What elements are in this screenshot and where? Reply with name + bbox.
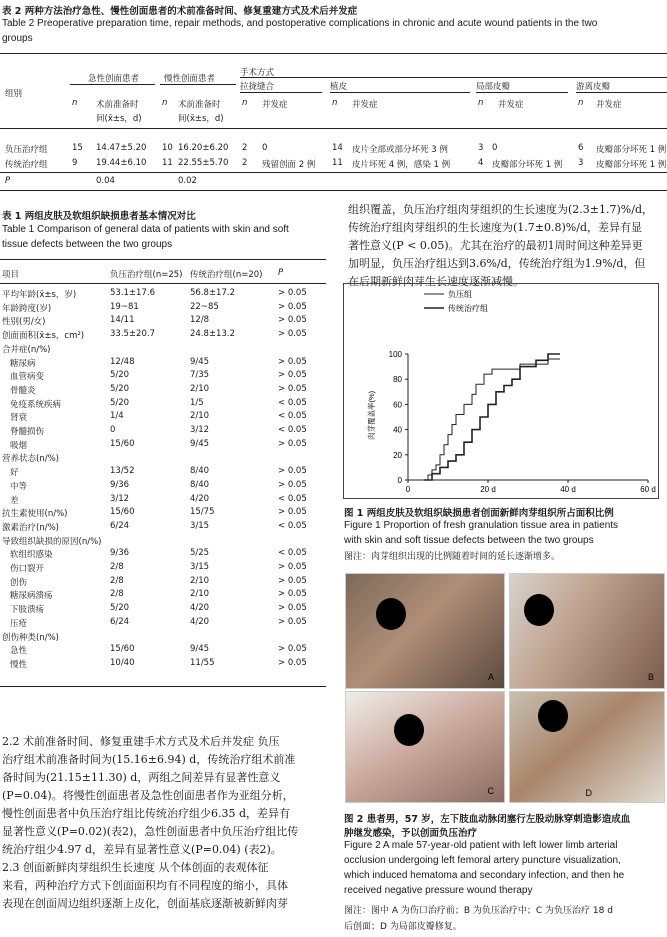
table-cell: 5/20 bbox=[110, 370, 130, 381]
table-cell: 中等 bbox=[10, 481, 28, 492]
table-cell: < 0.05 bbox=[278, 493, 307, 504]
chart-legend bbox=[424, 289, 488, 313]
figure2-note-1: 图注：图中 A 为伤口治疗前；B 为负压治疗中；C 为负压治疗 18 d bbox=[344, 906, 613, 916]
table-cell: 2/10 bbox=[190, 589, 210, 600]
y-tick-label: 60 bbox=[393, 400, 402, 410]
photo-c bbox=[345, 691, 505, 803]
table-cell: 11/55 bbox=[190, 657, 215, 668]
table-cell: 创伤种类(n/%) bbox=[2, 632, 59, 643]
table-row bbox=[0, 315, 326, 329]
table-cell: 5/20 bbox=[110, 603, 130, 614]
table-row bbox=[0, 370, 326, 384]
text-line: 统治疗组少4.97 d，差异有显著性意义(P=0.04) (表2)。 bbox=[2, 843, 282, 856]
table2-acute-header: 急性创面患者 bbox=[88, 74, 140, 84]
table2-n-c: n bbox=[162, 98, 168, 108]
table2-cell: 皮瓣部分坏死 1 例 bbox=[596, 145, 667, 155]
table2-title-en-1: Table 2 Preoperative preparation time, repair methods, and postoperative complications in chronic and acute wound patients in the two bbox=[2, 18, 598, 29]
left-body-text bbox=[2, 733, 328, 913]
table-row bbox=[0, 466, 326, 480]
table-row bbox=[0, 329, 326, 343]
table-cell: 3/15 bbox=[190, 520, 210, 531]
face-mask bbox=[376, 598, 406, 630]
table2-cell: 3 bbox=[578, 158, 584, 168]
photo-label-d: D bbox=[585, 788, 592, 798]
table-cell: 肾衰 bbox=[10, 413, 28, 424]
table2-prep-c2: 间(x̄±s，d) bbox=[178, 114, 224, 124]
table-cell: 2/8 bbox=[110, 562, 124, 572]
table-cell: > 0.05 bbox=[278, 438, 307, 449]
figure2-caption-en-1: Figure 2 A male 57-year-old patient with left lower limb arterial bbox=[344, 840, 618, 851]
photo-label-b: B bbox=[647, 672, 654, 682]
table-cell: 2/8 bbox=[110, 589, 124, 600]
table2-cell: 传统治疗组 bbox=[5, 160, 48, 170]
table-row bbox=[0, 302, 326, 316]
text-line: 加明显，负压治疗组达到3.6%/d，传统治疗组为1.9%/d，但 bbox=[348, 257, 646, 270]
table-cell: 血管病变 bbox=[10, 372, 45, 383]
table2-method3: 局部皮瓣 bbox=[476, 82, 511, 92]
table-cell: 6/24 bbox=[110, 520, 130, 531]
table-cell: > 0.05 bbox=[278, 589, 307, 600]
table1-col-trad: 传统治疗组(n=20) bbox=[190, 270, 263, 280]
figure1-caption-en-1: Figure 1 Proportion of fresh granulation tissue area in patients bbox=[344, 520, 619, 531]
text-line: 2.2 术前准备时间、修复重建手术方式及术后并发症 负压 bbox=[2, 735, 280, 748]
face-mask bbox=[524, 594, 554, 626]
table-cell: 19~81 bbox=[110, 301, 139, 312]
text-line: (P=0.04)。将慢性创面患者及急性创面患者作为亚组分析， bbox=[2, 789, 294, 802]
table-cell: 糖尿病溃疡 bbox=[10, 591, 53, 602]
table2-title-cn: 表 2 两种方法治疗急性、慢性创面患者的术前准备时间、修复重建方式及术后并发症 bbox=[2, 6, 358, 17]
table-row bbox=[0, 658, 326, 672]
table-cell: 15/60 bbox=[110, 644, 135, 655]
table2-cell: 11 bbox=[162, 158, 173, 168]
table-cell: 8/40 bbox=[190, 479, 210, 490]
table-cell: 1/4 bbox=[110, 411, 124, 422]
figure1-chart bbox=[344, 284, 658, 498]
table1-bottom-rule bbox=[0, 686, 326, 687]
table-row bbox=[0, 384, 326, 398]
table-row bbox=[0, 562, 326, 576]
figure2-caption-en-2: occlusion undergoing left femoral artery puncture visualization, bbox=[344, 855, 621, 866]
table-cell: 5/20 bbox=[110, 383, 130, 394]
table-cell: 9/36 bbox=[110, 479, 130, 490]
table-cell: 9/45 bbox=[190, 356, 210, 367]
table-cell: 0 bbox=[110, 425, 116, 435]
table-cell: 抗生素使用(n/%) bbox=[2, 509, 68, 520]
table1-top-rule bbox=[0, 259, 326, 260]
chart-series bbox=[424, 354, 560, 480]
table-row bbox=[0, 288, 326, 302]
table-cell: > 0.05 bbox=[278, 479, 307, 490]
table2-prep-a2: 间(x̄±s，d) bbox=[96, 114, 142, 124]
table2-cell: 0 bbox=[492, 143, 498, 153]
table-row bbox=[0, 644, 326, 658]
table-cell: > 0.05 bbox=[278, 370, 307, 381]
table-cell: 4/20 bbox=[190, 616, 210, 627]
table2-cell: 10 bbox=[162, 143, 173, 153]
table-cell: < 0.05 bbox=[278, 548, 307, 559]
table2-acute-rule bbox=[70, 84, 155, 85]
table-cell: 导致组织缺损的原因(n/%) bbox=[2, 536, 102, 547]
table2-m2-rule bbox=[330, 92, 470, 93]
table2-m3-rule bbox=[476, 92, 568, 93]
table2-group-header: 组别 bbox=[5, 89, 23, 99]
table-cell: 激素治疗(n/%) bbox=[2, 522, 59, 533]
table2-p-acute: 0.04 bbox=[96, 176, 115, 186]
table-cell: > 0.05 bbox=[278, 507, 307, 518]
table-cell: 压疮 bbox=[10, 618, 28, 629]
table-cell: 4/20 bbox=[190, 603, 210, 614]
table-cell: 脊髓损伤 bbox=[10, 427, 45, 437]
table1-title-en-1: Table 1 Comparison of general data of patients with skin and soft bbox=[2, 224, 289, 235]
table2-m1-rule bbox=[240, 92, 322, 93]
table2-cell: 残留创面 2 例 bbox=[262, 160, 316, 170]
table-row bbox=[0, 589, 326, 603]
table2-comp-m1: 并发症 bbox=[262, 100, 288, 110]
table-cell: 3/12 bbox=[110, 493, 130, 504]
figure1-caption-cn: 图 1 两组皮肤及软组织缺损患者创面新鲜肉芽组织所占面积比例 bbox=[344, 508, 614, 519]
table2-n-m2: n bbox=[332, 98, 338, 108]
table-cell: 1/5 bbox=[190, 397, 204, 408]
table-cell: 下肢溃疡 bbox=[10, 605, 45, 616]
figure1-note: 图注：肉芽组织出现的比例随着时间的延长逐渐增多。 bbox=[344, 552, 561, 562]
table-cell: 3/15 bbox=[190, 562, 210, 572]
table-cell: 合并症(n/%) bbox=[2, 344, 51, 355]
table-cell: 2/10 bbox=[190, 411, 210, 422]
table-cell: 53.1±17.6 bbox=[110, 288, 155, 298]
table2-cell: 15 bbox=[72, 143, 83, 153]
table2-prep-c: 术前准备时 bbox=[178, 100, 221, 110]
table-row bbox=[0, 425, 326, 439]
table-cell: 24.8±13.2 bbox=[190, 329, 235, 340]
table-cell: 年龄跨度(岁) bbox=[2, 303, 52, 314]
x-tick-label: 0 bbox=[405, 485, 411, 494]
table2-comp-m2: 并发症 bbox=[352, 100, 378, 110]
figure2-caption-cn-2: 肿继发感染，予以创面负压治疗 bbox=[344, 828, 478, 839]
face-mask bbox=[394, 714, 424, 746]
table2-n-a: n bbox=[72, 98, 78, 108]
table-cell: 10/40 bbox=[110, 657, 135, 668]
legend-label-npwt: 负压组 bbox=[448, 290, 472, 299]
table-cell: 5/20 bbox=[110, 397, 130, 408]
table1-title-en-2: tissue defects between the two groups bbox=[2, 239, 173, 250]
table2-method4: 游离皮瓣 bbox=[576, 82, 611, 92]
table-cell: < 0.05 bbox=[278, 425, 307, 435]
table-cell: 性别(男/女) bbox=[2, 317, 46, 328]
table-cell: 吸烟 bbox=[10, 440, 28, 451]
table-cell: 15/60 bbox=[110, 507, 135, 518]
figure2-photo-grid bbox=[343, 571, 667, 805]
table-cell: 33.5±20.7 bbox=[110, 329, 155, 340]
table-cell: 4/20 bbox=[190, 493, 210, 504]
table-cell: 12/48 bbox=[110, 356, 135, 367]
y-tick-label: 80 bbox=[393, 375, 402, 385]
table2-cell: 2 bbox=[242, 158, 248, 168]
table-cell: > 0.05 bbox=[278, 288, 307, 298]
table2-cell: 14.47±5.20 bbox=[96, 143, 147, 153]
table2-n-m3: n bbox=[478, 98, 484, 108]
figure1-caption-en-2: with skin and soft tissue defects between the two groups bbox=[344, 535, 594, 546]
x-tick-label: 60 d bbox=[640, 485, 656, 494]
table-row bbox=[0, 411, 326, 425]
table-row bbox=[0, 631, 326, 645]
table2-cell: 皮片全部或部分坏死 3 例 bbox=[352, 145, 448, 155]
text-line: 2.3 创面新鲜肉芽组织生长速度 从个体创面的表观体征 bbox=[2, 861, 269, 874]
x-tick-label: 20 d bbox=[480, 485, 496, 494]
table-row bbox=[0, 357, 326, 371]
table-cell: 12/8 bbox=[190, 315, 210, 326]
right-body-text bbox=[348, 201, 667, 291]
table2-cell: 2 bbox=[242, 143, 248, 153]
x-tick-label: 40 d bbox=[560, 485, 576, 494]
photo-a bbox=[345, 573, 505, 689]
text-line: 传统治疗组肉芽组织的生长速度为(1.7±0.8)%/d，差异有显 bbox=[348, 221, 642, 234]
table2-comp-m3: 并发症 bbox=[498, 100, 524, 110]
table2-method1: 拉拢缝合 bbox=[240, 82, 275, 92]
table-cell: < 0.05 bbox=[278, 397, 307, 408]
table1-title-cn: 表 1 两组皮肤及软组织缺损患者基本情况对比 bbox=[2, 211, 196, 222]
table2-cell: 负压治疗组 bbox=[5, 145, 48, 155]
table-row bbox=[0, 507, 326, 521]
table2-method2: 植皮 bbox=[330, 82, 348, 92]
table-cell: > 0.05 bbox=[278, 329, 307, 340]
table2-n-m1: n bbox=[242, 98, 248, 108]
text-line: 表现在创面周边组织逐渐上皮化，创面基底逐渐被新鲜肉芽 bbox=[2, 897, 288, 910]
face-mask bbox=[538, 700, 568, 732]
photo-label-a: A bbox=[487, 672, 494, 682]
table-cell: 9/45 bbox=[190, 438, 210, 449]
legend-label-trad: 传统治疗组 bbox=[448, 304, 488, 313]
table-cell: 3/12 bbox=[190, 425, 210, 435]
table-cell: 免疫系统疾病 bbox=[10, 399, 62, 410]
text-line: 治疗组术前准备时间为(15.16±6.94) d，传统治疗组术前准 bbox=[2, 753, 296, 766]
table2-cell: 4 bbox=[478, 158, 484, 168]
table-cell: 6/24 bbox=[110, 616, 130, 627]
table-cell: > 0.05 bbox=[278, 466, 307, 477]
table-row bbox=[0, 548, 326, 562]
table-row bbox=[0, 617, 326, 631]
table-row bbox=[0, 535, 326, 549]
table-cell: 营养状态(n/%) bbox=[2, 454, 59, 465]
table-cell: > 0.05 bbox=[278, 603, 307, 614]
table1-header-rule bbox=[0, 283, 326, 284]
table2-surgery-rule bbox=[240, 77, 667, 78]
text-line: 显著性意义(P=0.02)(表2)，急性创面患者中负压治疗组比传 bbox=[2, 825, 299, 838]
table-cell: > 0.05 bbox=[278, 356, 307, 367]
figure2-note-2: 后创面；D 为局部皮瓣修复。 bbox=[344, 922, 462, 932]
table2-comp-m4: 并发症 bbox=[596, 100, 622, 110]
table2-p-chronic: 0.02 bbox=[178, 176, 197, 186]
figure2-caption-en-3: which induced hematoma and secondary infection, and then he bbox=[344, 870, 625, 881]
table-cell: > 0.05 bbox=[278, 657, 307, 668]
table-cell: 2/8 bbox=[110, 575, 124, 586]
table2-cell: 0 bbox=[262, 143, 268, 153]
table2-cell: 11 bbox=[332, 158, 343, 168]
series-line-npwt bbox=[424, 359, 560, 480]
table-cell: 差 bbox=[10, 495, 19, 506]
table2-cell: 皮瓣部分坏死 1 例 bbox=[492, 160, 563, 170]
table-row bbox=[0, 398, 326, 412]
text-line: 来看，两种治疗方式下创面面积均有不同程度的缩小，具体 bbox=[2, 879, 288, 892]
table1-col-npwt: 负压治疗组(n=25) bbox=[110, 270, 183, 280]
table2-body-rule bbox=[0, 172, 667, 173]
table1-col-item: 项目 bbox=[2, 270, 20, 280]
table2-chronic-header: 慢性创面患者 bbox=[164, 74, 216, 84]
table-cell: 伤口裂开 bbox=[10, 564, 45, 574]
table-cell: < 0.05 bbox=[278, 411, 307, 422]
table2-title-en-2: groups bbox=[2, 33, 33, 44]
table-cell: 好 bbox=[10, 468, 19, 479]
table2-cell: 3 bbox=[478, 143, 484, 153]
table-cell: 2/10 bbox=[190, 383, 210, 394]
table-cell: 糖尿病 bbox=[10, 358, 36, 369]
table2-cell: 22.55±5.70 bbox=[178, 158, 229, 168]
table-row bbox=[0, 343, 326, 357]
table-cell: < 0.05 bbox=[278, 520, 307, 531]
table-row bbox=[0, 480, 326, 494]
photo-label-c: C bbox=[487, 786, 494, 796]
table-cell: 15/75 bbox=[190, 507, 215, 518]
table-cell: 8/40 bbox=[190, 466, 210, 477]
table1-body bbox=[0, 288, 326, 684]
table-cell: 14/11 bbox=[110, 315, 135, 326]
photo-b bbox=[509, 573, 665, 689]
figure1-frame bbox=[343, 283, 659, 499]
table-cell: 56.8±17.2 bbox=[190, 288, 235, 298]
table-cell: 骨髓炎 bbox=[10, 385, 36, 396]
table2-surgery-header: 手术方式 bbox=[240, 68, 275, 78]
table-cell: 慢性 bbox=[10, 659, 28, 670]
table-cell: 9/45 bbox=[190, 644, 210, 655]
table-row bbox=[0, 439, 326, 453]
table-cell: 软组织感染 bbox=[10, 550, 53, 561]
figure2-caption-en-4: received negative pressure wound therapy bbox=[344, 885, 533, 896]
text-line: 著性意义(P < 0.05)。尤其在治疗的最初1周时间这种差异更 bbox=[348, 239, 643, 252]
photo-d bbox=[509, 691, 665, 803]
chart-ylabel: 肉芽覆盖率(%) bbox=[367, 390, 376, 440]
table2-bottom-rule bbox=[0, 190, 667, 191]
y-tick-label: 0 bbox=[397, 476, 402, 485]
figure2-caption-cn-1: 图 2 患者男，57 岁，左下肢血动脉闭塞行左股动脉穿刺造影造成血 bbox=[344, 814, 631, 825]
table-row bbox=[0, 452, 326, 466]
table-cell: 创面面积(x̄±s，cm²) bbox=[2, 331, 85, 342]
table-cell: 2/10 bbox=[190, 575, 210, 586]
y-tick-label: 40 bbox=[393, 425, 402, 435]
y-tick-label: 20 bbox=[393, 450, 402, 460]
table-cell: > 0.05 bbox=[278, 315, 307, 326]
table-cell: > 0.05 bbox=[278, 644, 307, 655]
table-cell: > 0.05 bbox=[278, 575, 307, 586]
table2-cell: 皮片坏死 4 例，感染 1 例 bbox=[352, 160, 451, 170]
table-cell: 22~85 bbox=[190, 301, 219, 312]
table-cell: 平均年龄(x̄±s，岁) bbox=[2, 290, 77, 300]
table-cell: 5/25 bbox=[190, 548, 210, 559]
text-line: 组织覆盖，负压治疗组肉芽组织的生长速度为(2.3±1.7)%/d， bbox=[348, 203, 653, 216]
table2-m4-rule bbox=[576, 92, 667, 93]
table-cell: 9/36 bbox=[110, 548, 130, 559]
table-row bbox=[0, 494, 326, 508]
table2-chronic-rule bbox=[160, 84, 236, 85]
chart-axes bbox=[389, 350, 656, 494]
table-row bbox=[0, 603, 326, 617]
table2-cell: 19.44±6.10 bbox=[96, 158, 147, 168]
table-row bbox=[0, 521, 326, 535]
table2-header-rule bbox=[0, 128, 667, 129]
table2-p-label: P bbox=[5, 176, 11, 186]
table2-n-m4: n bbox=[578, 98, 584, 108]
table-cell: 急性 bbox=[10, 646, 28, 657]
table-cell: > 0.05 bbox=[278, 301, 307, 312]
table-cell: 15/60 bbox=[110, 438, 135, 449]
table-cell: 13/52 bbox=[110, 466, 135, 477]
table2-cell: 6 bbox=[578, 143, 584, 153]
text-line: 慢性创面患者中负压治疗组比传统治疗组少6.35 d，差异有 bbox=[2, 807, 291, 820]
table2-cell: 9 bbox=[72, 158, 78, 168]
table2-cell: 皮瓣部分坏死 1 例 bbox=[596, 160, 667, 170]
y-tick-label: 100 bbox=[388, 350, 402, 359]
table-cell: > 0.05 bbox=[278, 616, 307, 627]
table-cell: 7/35 bbox=[190, 370, 210, 381]
table1-col-p: P bbox=[278, 268, 284, 278]
table-cell: 创伤 bbox=[10, 577, 28, 588]
table-row bbox=[0, 576, 326, 590]
table2-top-rule bbox=[0, 53, 667, 54]
table2-cell: 16.20±6.20 bbox=[178, 143, 229, 153]
table2-cell: 14 bbox=[332, 143, 343, 153]
text-line: 在后期新鲜肉芽生长速度逐渐减慢。 bbox=[348, 275, 524, 288]
text-line: 备时间为(21.15±11.30) d，两组之间差异有显著性意义 bbox=[2, 771, 281, 784]
table-cell: > 0.05 bbox=[278, 562, 307, 572]
table2-prep-a: 术前准备时 bbox=[96, 100, 139, 110]
table-cell: > 0.05 bbox=[278, 383, 307, 394]
